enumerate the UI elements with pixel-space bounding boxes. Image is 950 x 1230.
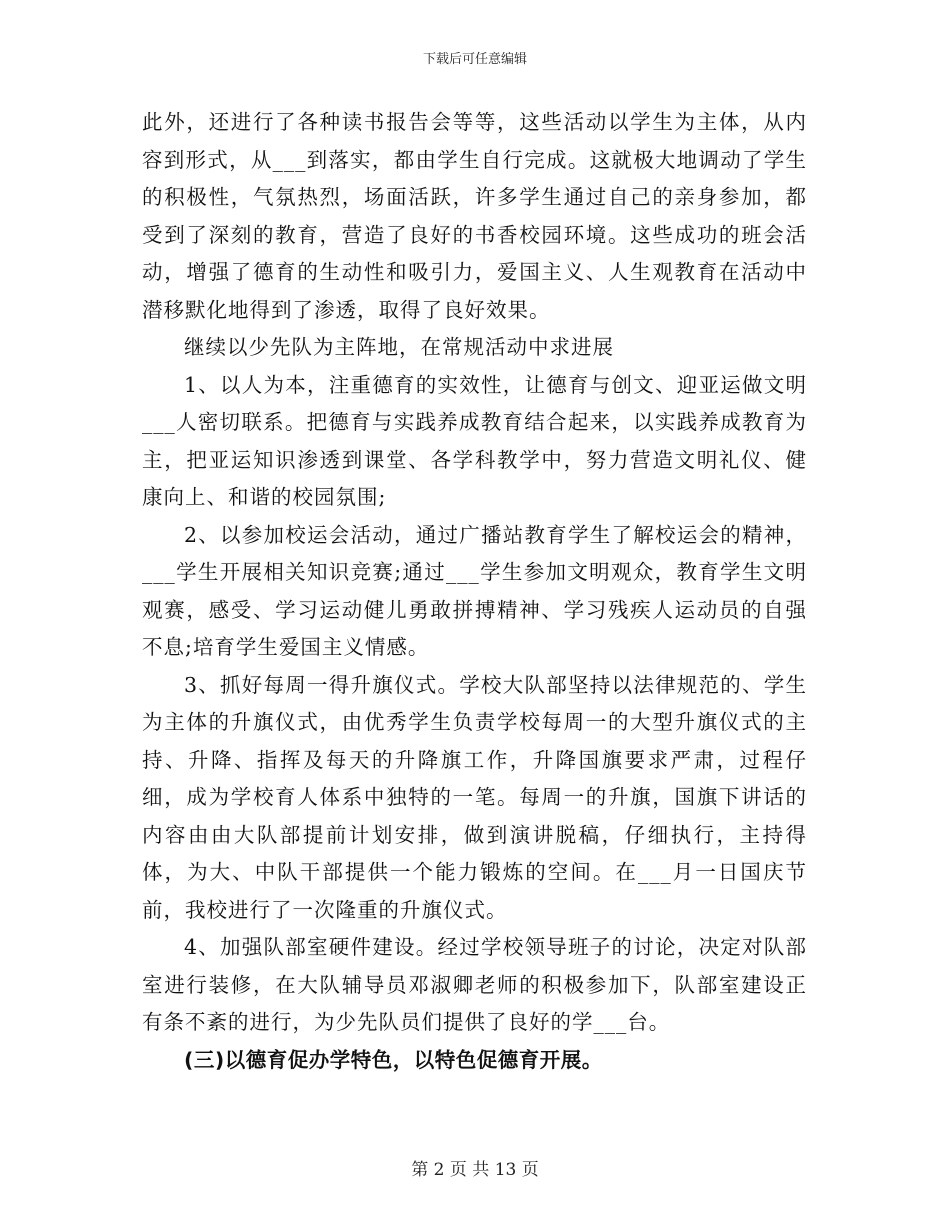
paragraph-young-pioneers-heading: 继续以少先队为主阵地，在常规活动中求进展 bbox=[184, 335, 614, 359]
document-body bbox=[142, 104, 807, 1079]
paragraph-activities-summary: 此外，还进行了各种读书报告会等等，这些活动以学生为主体，从内容到形式，从___到落实，都由学生自行完成。这就极大地调动了学生的积极性，气氛热烈，场面活跃，许多学生通过自己的亲身参加，都受到了深刻的教育，营造了良好的书香校园环境。这些成功的班会活动，增强了德育的生动性和吸引力，爱国主义、人生观教育在活动中潜移默化地得到了渗透，取得了良好效果。 bbox=[142, 110, 807, 322]
paragraph-item-2: 2、以参加校运会活动，通过广播站教育学生了解校运会的精神，___学生开展相关知识竞赛;通过___学生参加文明观众，教育学生文明观赛，感受、学习运动健儿勇敢拼搏精神、学习残疾人运动员的自强不息;培育学生爱国主义情感。 bbox=[142, 522, 807, 659]
section-heading: (三)以德育促办学特色，以特色促德育开展。 bbox=[184, 1047, 603, 1072]
page-header: 下载后可任意编辑 bbox=[422, 52, 527, 67]
page-number: 第 2 页 共 13 页 bbox=[411, 1160, 539, 1180]
paragraph-item-3: 3、抓好每周一得升旗仪式。学校大队部坚持以法律规范的、学生为主体的升旗仪式，由优秀学生负责学校每周一的大型升旗仪式的主持、升降、指挥及每天的升降旗工作，升降国旗要求严肃，过程仔细，成为学校育人体系中独特的一笔。每周一的升旗，国旗下讲话的内容由由大队部提前计划安排，做到演讲脱稿，仔细执行，主持得体，为大、中队干部提供一个能力锻炼的空间。在___月一日国庆节前，我校进行了一次隆重的升旗仪式。 bbox=[142, 672, 807, 922]
paragraph-item-4: 4、加强队部室硬件建设。经过学校领导班子的讨论，决定对队部室进行装修，在大队辅导员邓淑卿老师的积极参加下，队部室建设正有条不紊的进行，为少先队员们提供了良好的学___台。 bbox=[142, 935, 807, 1034]
paragraph-item-1: 1、以人为本，注重德育的实效性，让德育与创文、迎亚运做文明___人密切联系。把德育与实践养成教育结合起来，以实践养成教育为主，把亚运知识渗透到课堂、各学科教学中，努力营造文明礼仪、健康向上、和谐的校园氛围; bbox=[142, 372, 807, 509]
